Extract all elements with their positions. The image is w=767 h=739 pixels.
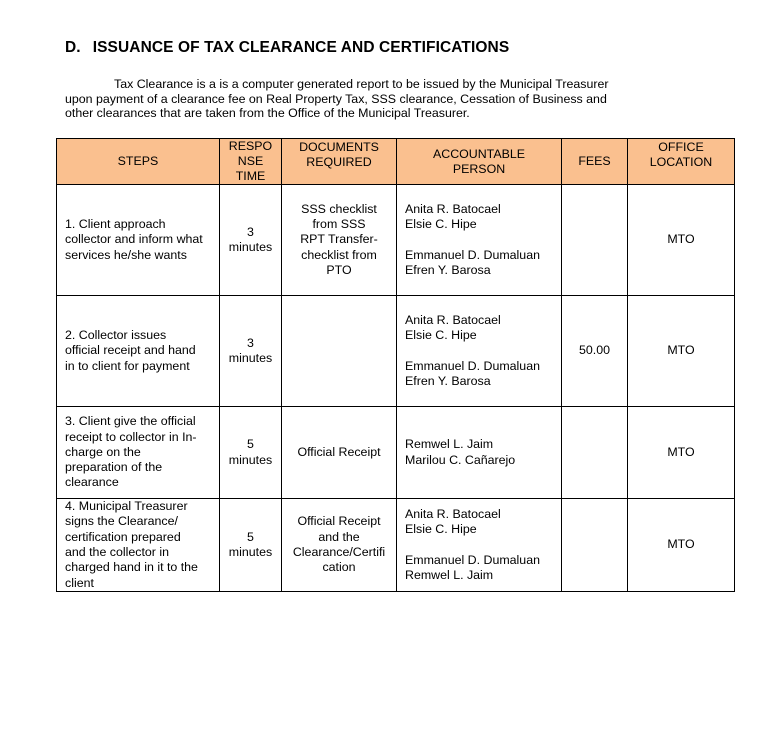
section-letter: D. bbox=[65, 39, 81, 56]
documents-cell bbox=[282, 296, 397, 407]
office-cell: MTO bbox=[628, 499, 735, 592]
person-cell: Anita R. Batocael Elsie C. Hipe Emmanuel D. Dumaluan Efren Y. Barosa bbox=[397, 185, 562, 296]
fees-cell bbox=[562, 499, 628, 592]
header-documents: DOCUMENTS REQUIRED bbox=[282, 139, 397, 185]
table-row bbox=[57, 407, 735, 499]
office-cell: MTO bbox=[628, 407, 735, 499]
person-cell: Remwel L. Jaim Marilou C. Cañarejo bbox=[397, 407, 562, 499]
intro-line: other clearances that are taken from the Office of the Municipal Treasurer. bbox=[65, 106, 470, 121]
header-office: OFFICE LOCATION bbox=[628, 139, 735, 185]
table-row bbox=[57, 296, 735, 407]
documents-cell: Official Receipt and the Clearance/Certifi cation bbox=[282, 499, 397, 592]
step-cell: 3. Client give the official receipt to collector in In- charge on the preparation of the clearance bbox=[57, 407, 220, 499]
time-cell: 3 minutes bbox=[220, 296, 282, 407]
header-fees: FEES bbox=[562, 139, 628, 185]
office-cell: MTO bbox=[628, 296, 735, 407]
section-title: ISSUANCE OF TAX CLEARANCE AND CERTIFICATIONS bbox=[92, 39, 510, 56]
time-cell: 5 minutes bbox=[220, 499, 282, 592]
fees-cell bbox=[562, 185, 628, 296]
header-steps: STEPS bbox=[57, 139, 220, 185]
office-cell: MTO bbox=[628, 185, 735, 296]
intro-line: Tax Clearance is a is a computer generated report to be issued by the Municipal Treasurer bbox=[114, 77, 609, 91]
table-header-row bbox=[57, 139, 735, 185]
person-cell: Anita R. Batocael Elsie C. Hipe Emmanuel D. Dumaluan Efren Y. Barosa bbox=[397, 296, 562, 407]
fees-cell bbox=[562, 407, 628, 499]
documents-cell: SSS checklist from SSS RPT Transfer- checklist from PTO bbox=[282, 185, 397, 296]
step-cell: 2. Collector issues official receipt and hand in to client for payment bbox=[57, 296, 220, 407]
intro-line: upon payment of a clearance fee on Real Property Tax, SSS clearance, Cessation of Business and bbox=[65, 91, 607, 106]
step-cell: 4. Municipal Treasurer signs the Clearance/ certification prepared and the collector in charged hand in it to the client bbox=[57, 499, 220, 592]
intro-paragraph bbox=[65, 77, 665, 121]
person-cell: Anita R. Batocael Elsie C. Hipe Emmanuel D. Dumaluan Remwel L. Jaim bbox=[397, 499, 562, 592]
header-person: ACCOUNTABLE PERSON bbox=[397, 139, 562, 185]
procedure-table bbox=[56, 138, 735, 592]
section-heading bbox=[65, 39, 509, 57]
documents-cell: Official Receipt bbox=[282, 407, 397, 499]
step-cell: 1. Client approach collector and inform what services he/she wants bbox=[57, 185, 220, 296]
fees-cell: 50.00 bbox=[562, 296, 628, 407]
header-response-time: RESPO NSE TIME bbox=[220, 139, 282, 185]
time-cell: 5 minutes bbox=[220, 407, 282, 499]
table-row bbox=[57, 185, 735, 296]
time-cell: 3 minutes bbox=[220, 185, 282, 296]
table-row bbox=[57, 499, 735, 592]
